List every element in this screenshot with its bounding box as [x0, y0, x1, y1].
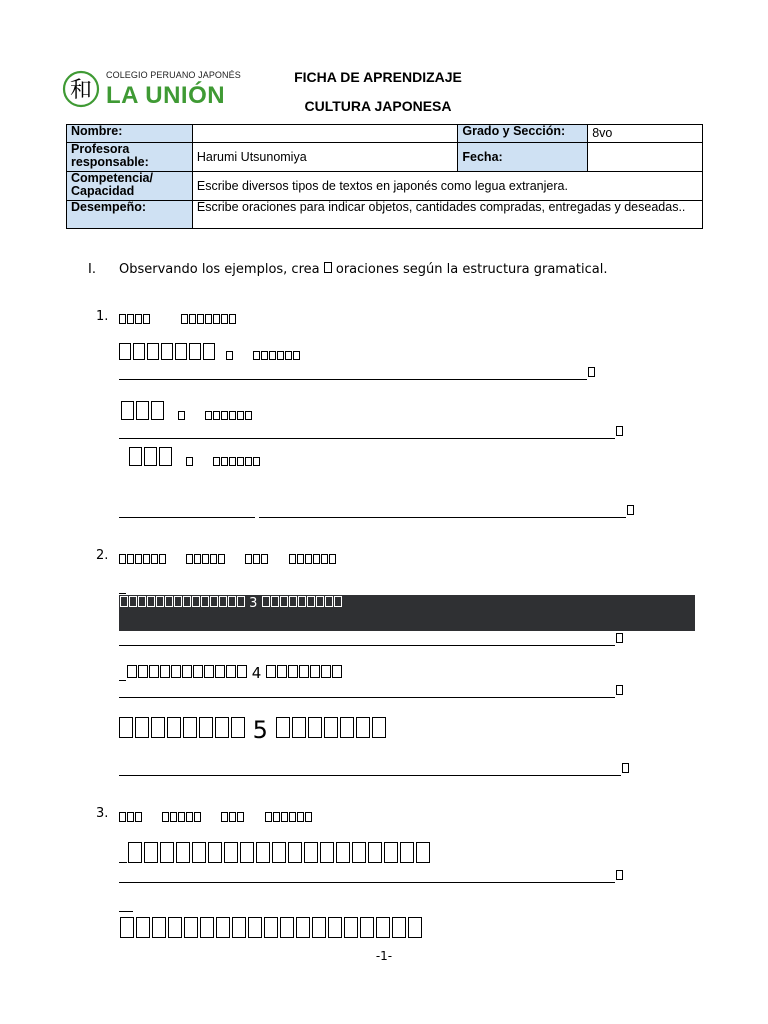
- answer-line[interactable]: [119, 882, 615, 883]
- exercise-3-number: 3.: [96, 806, 109, 821]
- answer-line[interactable]: [119, 517, 255, 518]
- digit-five: 5: [252, 716, 268, 744]
- answer-line[interactable]: [119, 379, 587, 380]
- answer-line[interactable]: [259, 517, 626, 518]
- fecha-field[interactable]: [588, 143, 703, 172]
- grado-label: Grado y Sección:: [458, 125, 588, 143]
- answer-line-stub: [119, 862, 127, 863]
- profesora-label: Profesora responsable:: [67, 143, 193, 172]
- end-mark-glyph: [616, 685, 623, 695]
- exercise-2-number: 2.: [96, 548, 109, 563]
- answer-line-stub: [119, 593, 126, 594]
- grado-value: 8vo: [588, 125, 703, 143]
- exercise-2-example-b: [127, 664, 342, 682]
- digit-three: 3: [249, 596, 258, 611]
- exercise-3-heading-glyphs: [119, 807, 312, 826]
- answer-line[interactable]: [119, 645, 615, 646]
- exercise-3-example-a: [128, 842, 430, 867]
- exercise-1-heading-glyphs: [119, 309, 236, 328]
- exercise-1-example-a: [119, 343, 300, 364]
- answer-line[interactable]: [119, 775, 621, 776]
- competencia-label: Competencia/ Capacidad: [67, 172, 193, 201]
- info-table: [66, 124, 703, 229]
- end-mark-glyph: [616, 633, 623, 643]
- digit-four: 4: [251, 664, 262, 682]
- missing-glyph-icon: [324, 262, 332, 273]
- answer-line-stub: [119, 911, 133, 912]
- page-title: FICHA DE APRENDIZAJE: [294, 69, 462, 85]
- exercise-1-number: 1.: [96, 309, 109, 324]
- desempeno-value: Escribe oraciones para indicar objetos, cantidades compradas, entregadas y deseadas..: [192, 201, 702, 229]
- exercise-2-example-c: [119, 716, 386, 744]
- instruction-text-after: oraciones según la estructura gramatical.: [331, 262, 608, 277]
- logo-top-text: COLEGIO PERUANO JAPONÉS: [106, 70, 241, 80]
- profesora-value: Harumi Utsunomiya: [192, 143, 457, 172]
- end-mark-glyph: [616, 426, 623, 436]
- end-mark-glyph: [616, 870, 623, 880]
- page-subtitle: CULTURA JAPONESA: [304, 98, 452, 114]
- desempeno-label: Desempeño:: [67, 201, 193, 229]
- fecha-label: Fecha:: [458, 143, 588, 172]
- logo-glyph: 和: [69, 78, 93, 103]
- competencia-value: Escribe diversos tipos de textos en japonés como legua extranjera.: [192, 172, 702, 201]
- end-mark-glyph: [588, 367, 595, 377]
- nombre-label: Nombre:: [67, 125, 193, 143]
- logo-name: LA UNIÓN: [106, 82, 226, 109]
- exercise-1-example-c: [129, 447, 260, 470]
- instruction-text-before: Observando los ejemplos, crea: [119, 262, 324, 277]
- answer-line[interactable]: [119, 438, 615, 439]
- nombre-field[interactable]: [192, 125, 457, 143]
- section-instruction: [119, 262, 608, 277]
- exercise-2-example-a: [120, 596, 342, 611]
- answer-line-stub: [119, 680, 126, 681]
- exercise-1-example-b: [121, 401, 252, 424]
- end-mark-glyph: [627, 505, 634, 515]
- section-numeral: I.: [88, 262, 96, 277]
- answer-line[interactable]: [119, 697, 615, 698]
- exercise-3-example-b: [120, 917, 422, 942]
- end-mark-glyph: [622, 763, 629, 773]
- page-number: -1-: [375, 949, 393, 963]
- exercise-2-heading-glyphs: [119, 549, 336, 568]
